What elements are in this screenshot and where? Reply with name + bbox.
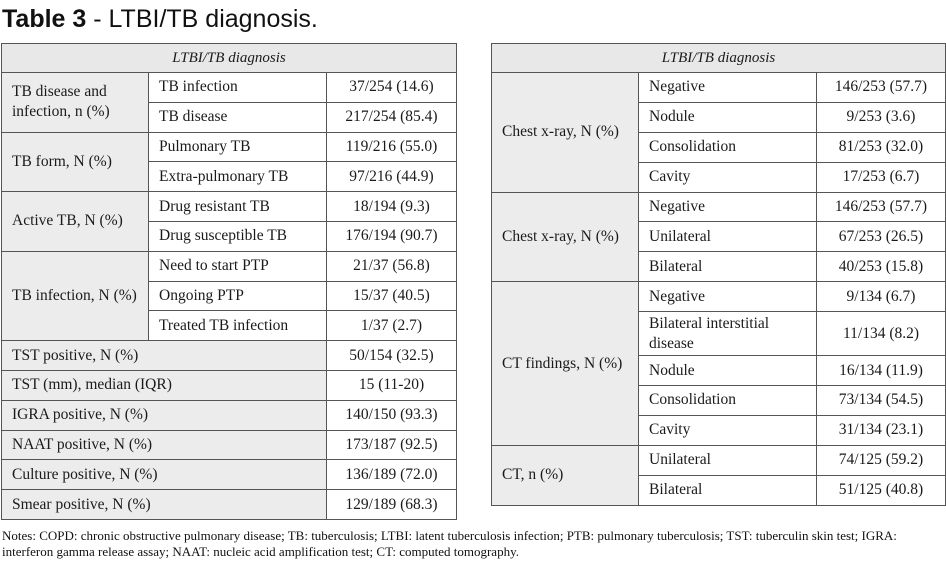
right-table-header: LTBI/TB diagnosis [492,44,946,73]
table-row [2,460,457,490]
value-cell: 67/253 (26.5) [817,222,946,252]
value-cell: 11/134 (8.2) [817,312,946,356]
single-label: Culture positive, N (%) [2,460,327,490]
subcategory-label: Unilateral [639,445,817,475]
right-diagnosis-table [491,43,946,506]
single-label: NAAT positive, N (%) [2,430,327,460]
value-cell: 217/254 (85.4) [327,102,457,132]
subcategory-label: Negative [639,192,817,222]
group-label: CT, n (%) [492,445,639,505]
table-row [492,192,946,222]
value-cell: 97/216 (44.9) [327,162,457,192]
subcategory-label: Consolidation [639,386,817,416]
subcategory-label: Bilateral [639,252,817,282]
left-table-header: LTBI/TB diagnosis [2,44,457,73]
table-row [2,73,457,103]
single-label: Smear positive, N (%) [2,490,327,520]
group-label: Chest x-ray, N (%) [492,73,639,193]
value-cell: 9/134 (6.7) [817,282,946,312]
value-cell: 146/253 (57.7) [817,192,946,222]
value-cell: 146/253 (57.7) [817,73,946,103]
table-title [2,3,318,35]
table-notes: Notes: COPD: chronic obstructive pulmonary disease; TB: tuberculosis; LTBI: latent tuberculosis infection; PTB: pulmonary tuberculosis; TST: tuberculin skin test; IGRA: interferon gamma release assay; NAAT: nucleic acid amplification test; CT: computed tomography. [2,528,897,559]
value-cell: 40/253 (15.8) [817,252,946,282]
value-cell: 9/253 (3.6) [817,102,946,132]
value-cell: 81/253 (32.0) [817,132,946,162]
subcategory-label: TB infection [149,73,327,103]
table-row [492,282,946,312]
subcategory-label: Nodule [639,356,817,386]
table-row [2,251,457,281]
value-cell: 136/189 (72.0) [327,460,457,490]
table-row [492,73,946,103]
value-cell: 129/189 (68.3) [327,490,457,520]
table-row [2,370,457,400]
group-label: Chest x-ray, N (%) [492,192,639,282]
subcategory-label: Nodule [639,102,817,132]
single-label: TST positive, N (%) [2,341,327,371]
subcategory-label: Drug resistant TB [149,192,327,222]
value-cell: 15/37 (40.5) [327,281,457,311]
single-label: TST (mm), median (IQR) [2,370,327,400]
value-cell: 140/150 (93.3) [327,400,457,430]
group-label: TB form, N (%) [2,132,149,192]
value-cell: 21/37 (56.8) [327,251,457,281]
value-cell: 173/187 (92.5) [327,430,457,460]
value-cell: 15 (11-20) [327,370,457,400]
value-cell: 31/134 (23.1) [817,415,946,445]
single-label: IGRA positive, N (%) [2,400,327,430]
value-cell: 37/254 (14.6) [327,73,457,103]
group-label: CT findings, N (%) [492,282,639,446]
value-cell: 176/194 (90.7) [327,221,457,251]
group-label: Active TB, N (%) [2,192,149,252]
subcategory-label: Treated TB infection [149,311,327,341]
subcategory-label: Cavity [639,162,817,192]
table-row [2,430,457,460]
subcategory-label: Extra-pulmonary TB [149,162,327,192]
value-cell: 74/125 (59.2) [817,445,946,475]
value-cell: 50/154 (32.5) [327,341,457,371]
value-cell: 51/125 (40.8) [817,475,946,505]
table-row [2,341,457,371]
table-row [2,132,457,162]
group-label: TB disease and infection, n (%) [2,73,149,133]
value-cell: 17/253 (6.7) [817,162,946,192]
subcategory-label: Consolidation [639,132,817,162]
table-row [2,192,457,222]
value-cell: 16/134 (11.9) [817,356,946,386]
subcategory-label: Need to start PTP [149,251,327,281]
subcategory-label: Unilateral [639,222,817,252]
table-caption: - LTBI/TB diagnosis. [86,5,318,33]
value-cell: 119/216 (55.0) [327,132,457,162]
value-cell: 18/194 (9.3) [327,192,457,222]
group-label: TB infection, N (%) [2,251,149,340]
subcategory-label: Negative [639,282,817,312]
table-row [2,490,457,520]
table-row [492,445,946,475]
subcategory-label: Ongoing PTP [149,281,327,311]
subcategory-label: Negative [639,73,817,103]
subcategory-label: Drug susceptible TB [149,221,327,251]
subcategory-label: TB disease [149,102,327,132]
table-number: Table 3 [2,5,87,33]
value-cell: 73/134 (54.5) [817,386,946,416]
left-diagnosis-table [1,43,457,520]
subcategory-label: Pulmonary TB [149,132,327,162]
value-cell: 1/37 (2.7) [327,311,457,341]
subcategory-label: Bilateral interstitial disease [639,312,817,356]
subcategory-label: Cavity [639,415,817,445]
table-row [2,400,457,430]
subcategory-label: Bilateral [639,475,817,505]
